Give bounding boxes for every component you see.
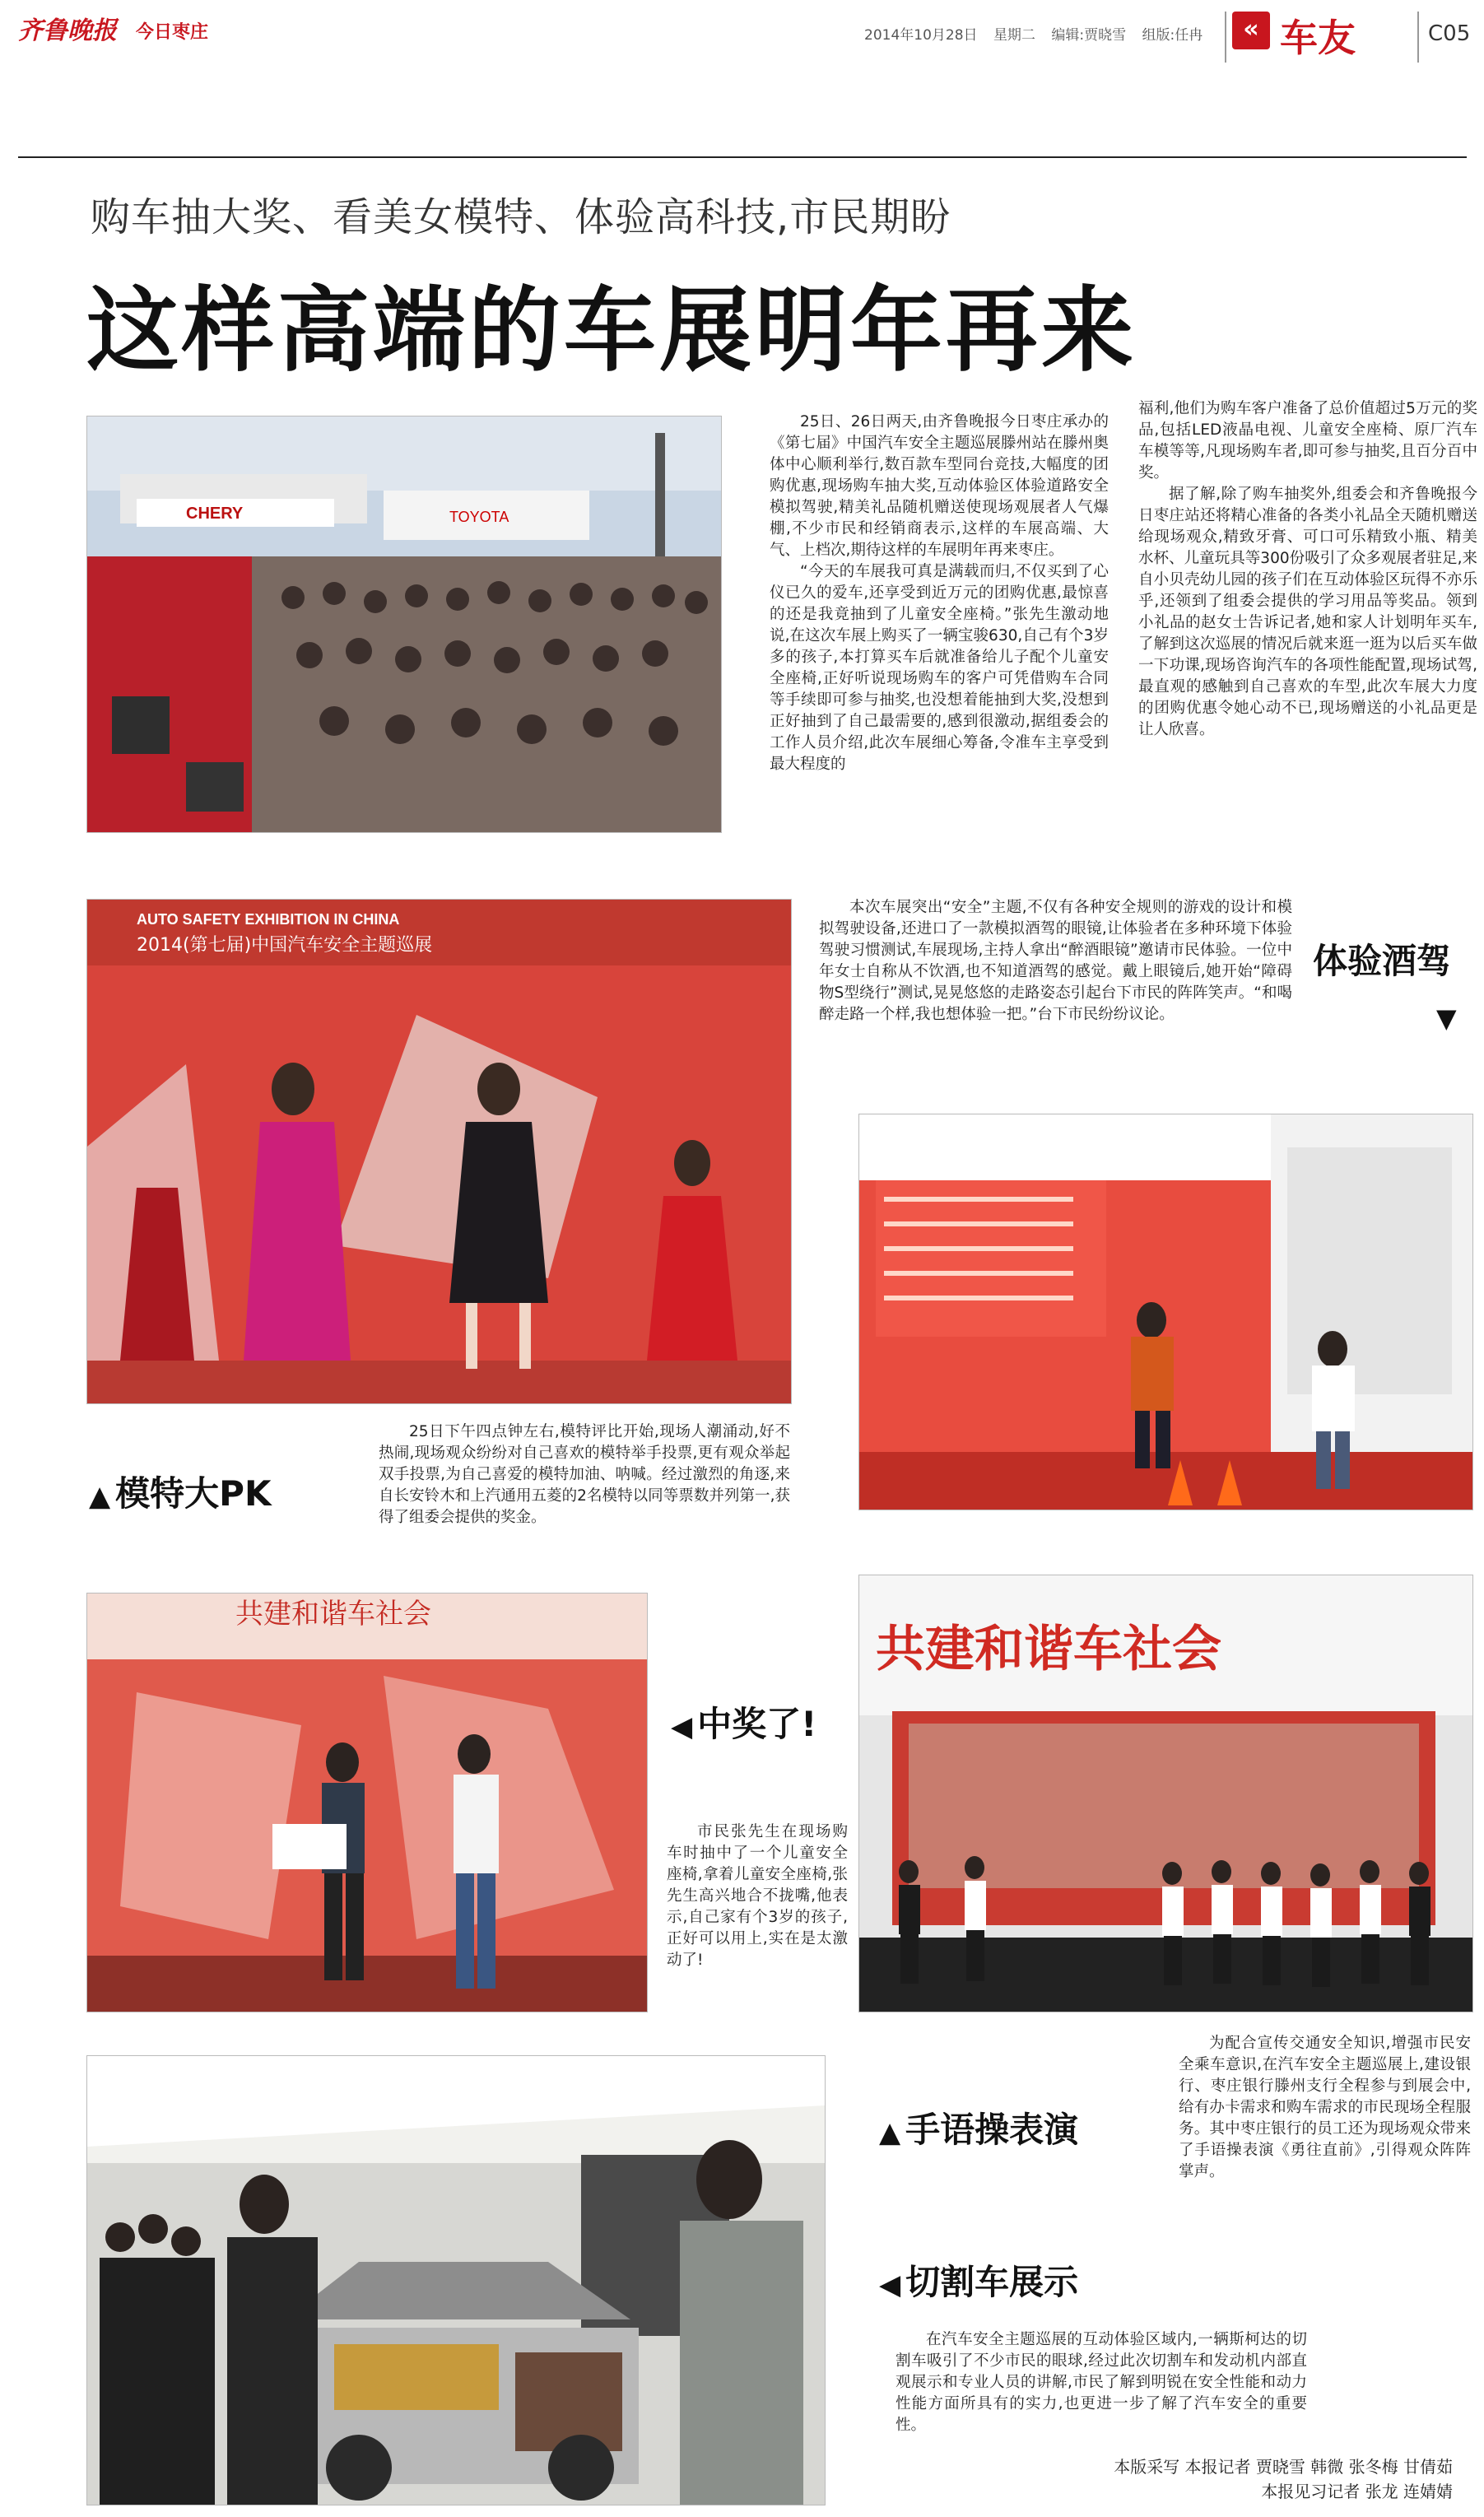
chevron-left-icon: «	[1232, 12, 1270, 49]
sign-language-text: 为配合宣传交通安全知识,增强市民安全乘车意识,在汽车安全主题巡展上,建设银行、枣庄银行滕州支行全程参与到展会中,给有办卡需求和购车需求的市民现场全程服务。其中枣庄银行的员工还为现场观众带来了手语操表演《勇往直前》,引得观众阵阵掌声。	[1179, 2035, 1471, 2180]
lead-column-2	[1138, 398, 1477, 741]
banner-english: AUTO SAFETY EXHIBITION IN CHINA	[137, 911, 400, 928]
triangle-left-icon: ◀	[879, 2268, 901, 2301]
models-text: 25日下午四点钟左右,模特评比开始,现场人潮涌动,好不热闹,现场观众纷纷对自己喜欢的模特举手投票,更有观众举起双手投票,为自己喜爱的模特加油、呐喊。经过激烈的角逐,来自长安铃木和上汽通用五菱的2名模特以同等票数并列第一,获得了组委会提供的奖金。	[379, 1423, 790, 1526]
lead-paragraph: 福利,他们为购车客户准备了总价值超过5万元的奖品,包括LED液晶电视、儿童安全座椅、原厂汽车车模等等,凡现场购车者,即可参与抽奖,且百分百中奖。	[1138, 400, 1477, 482]
newspaper-logo: 齐鲁晚报	[18, 16, 117, 45]
triangle-down-icon: ▼	[1436, 1003, 1457, 1034]
cutaway-heading: ◀ 切割车展示	[879, 2262, 1079, 2302]
triangle-up-icon: ▲	[89, 1480, 111, 1513]
triangle-left-icon: ◀	[671, 1710, 693, 1743]
chery-sign: CHERY	[186, 505, 244, 523]
banner-chinese: 2014(第七届)中国汽车安全主题巡展	[137, 935, 433, 956]
weekday: 星期二	[993, 27, 1035, 44]
models-photo	[86, 899, 792, 1404]
toyota-sign: TOYOTA	[449, 509, 509, 525]
prize-text: 市民张先生在现场购车时抽中了一个儿童安全座椅,拿着儿童安全座椅,张先生高兴地合不拢嘴,他表示,自己家有个3岁的孩子,正好可以用上,实在是太激动了!	[667, 1823, 848, 1969]
divider	[1417, 12, 1419, 63]
date: 2014年10月28日	[864, 27, 978, 44]
top-rule	[18, 156, 1467, 158]
headline: 这样高端的车展明年再来	[86, 277, 1137, 384]
byline-trainees: 本报见习记者 张龙 连婧婧	[1261, 2482, 1453, 2501]
stage-slogan: 共建和谐车社会	[876, 1621, 1221, 1678]
prize-photo	[86, 1593, 648, 2012]
lead-paragraph: “今天的车展我可真是满载而归,不仅买到了心仪已久的爱车,还享受到近万元的团购优惠,最惊喜的还是我竟抽到了儿童安全座椅。”张先生激动地说,在这次车展上购买了一辆宝骏630,自己有个3岁多的孩子,本打算买车后就准备给儿子配个儿童安全座椅,正好听说现场购车的客户可凭借购车合同等手续即可参与抽奖,也没想着能抽到大奖,没想到正好抽到了自己最需要的,感到很激动,据组委会的工作人员介绍,此次车展细心筹备,令准车主享受到最大程度的	[770, 563, 1109, 773]
lead-column-1	[770, 412, 1109, 775]
page-number: C05	[1428, 21, 1471, 46]
lead-paragraph: 25日、26日两天,由齐鲁晚报今日枣庄承办的《第七届》中国汽车安全主题巡展滕州站在滕州奥体中心顺利举行,数百款车型同台竞技,大幅度的团购优惠,现场购车抽大奖,互动体验区体验道路安全模拟驾驶,精美礼品随机赠送使现场观展者人气爆棚,不少市民和经销商表示,这样的车展高端、大气、上档次,期待这样的车展明年再来枣庄。	[770, 413, 1109, 559]
column-title: 车友	[1280, 16, 1356, 60]
section-name: 今日枣庄	[136, 22, 209, 43]
triangle-up-icon: ▲	[879, 2116, 901, 2149]
divider	[1225, 12, 1226, 63]
drunk-driving-text: 本次车展突出“安全”主题,不仅有各种安全规则的游戏的设计和模拟驾驶设备,还进口了一款模拟酒驾的眼镜,让体验者在多种环境下体验驾驶习惯测试,车展现场,主持人拿出“醉酒眼镜”邀请市民体验。一位中年女士自称从不饮酒,也不知道酒驾的感觉。戴上眼镜后,她开始“障碍物S型绕行”测试,晃晃悠悠的走路姿态引起台下市民的阵阵笑声。“和喝醉走路一个样,我也想体验一把。”台下市民纷纷议论。	[819, 899, 1292, 1023]
sign-language-heading: ▲ 手语操表演	[879, 2110, 1079, 2150]
cutaway-text: 在汽车安全主题巡展的互动体验区域内,一辆斯柯达的切割车吸引了不少市民的眼球,经过此次切割车和发动机内部直观展示和专业人员的讲解,市民了解到明锐在安全性能和动力性能方面所具有的实力,也更进一步了解了汽车安全的重要性。	[896, 2331, 1307, 2434]
prize-heading: ◀ 中奖了!	[671, 1704, 817, 1744]
byline	[947, 2454, 1453, 2504]
models-heading: ▲ 模特大PK	[89, 1473, 272, 1514]
cutaway-car-photo	[86, 2055, 826, 2505]
layout-credit: 组版:任冉	[1142, 27, 1203, 44]
editor: 编辑:贾晓雪	[1051, 27, 1127, 44]
sign-language-photo	[858, 1575, 1473, 2012]
subheadline: 购车抽大奖、看美女模特、体验高科技,市民期盼	[91, 194, 951, 240]
slogan-banner: 共建和谐车社会	[235, 1598, 431, 1631]
dateline	[864, 23, 1214, 44]
byline-reporters: 本版采写 本报记者 贾晓雪 韩微 张冬梅 甘倩茹	[1114, 2457, 1453, 2477]
crowd-photo	[86, 416, 722, 833]
drunk-driving-heading: 体验酒驾	[1313, 941, 1452, 981]
lead-paragraph: 据了解,除了购车抽奖外,组委会和齐鲁晚报今日枣庄站还将精心准备的各类小礼品全天随机赠送给现场观众,精致牙膏、可口可乐精致小瓶、精美水杯、儿童玩具等300份吸引了众多观展者驻足,来自小贝壳幼儿园的孩子们在互动体验区玩得不亦乐乎,还领到了组委会提供的学习用品等奖品。领到小礼品的赵女士告诉记者,她和家人计划明年买车,了解到这次巡展的情况后就来逛一逛为以后买车做一下功课,现场咨询汽车的各项性能配置,现场试驾,最直观的感触到自己喜欢的车型,此次车展大力度的团购优惠令她心动不已,现场赠送的小礼品更是让人欣喜。	[1138, 486, 1477, 738]
drunk-glasses-photo	[858, 1114, 1473, 1510]
